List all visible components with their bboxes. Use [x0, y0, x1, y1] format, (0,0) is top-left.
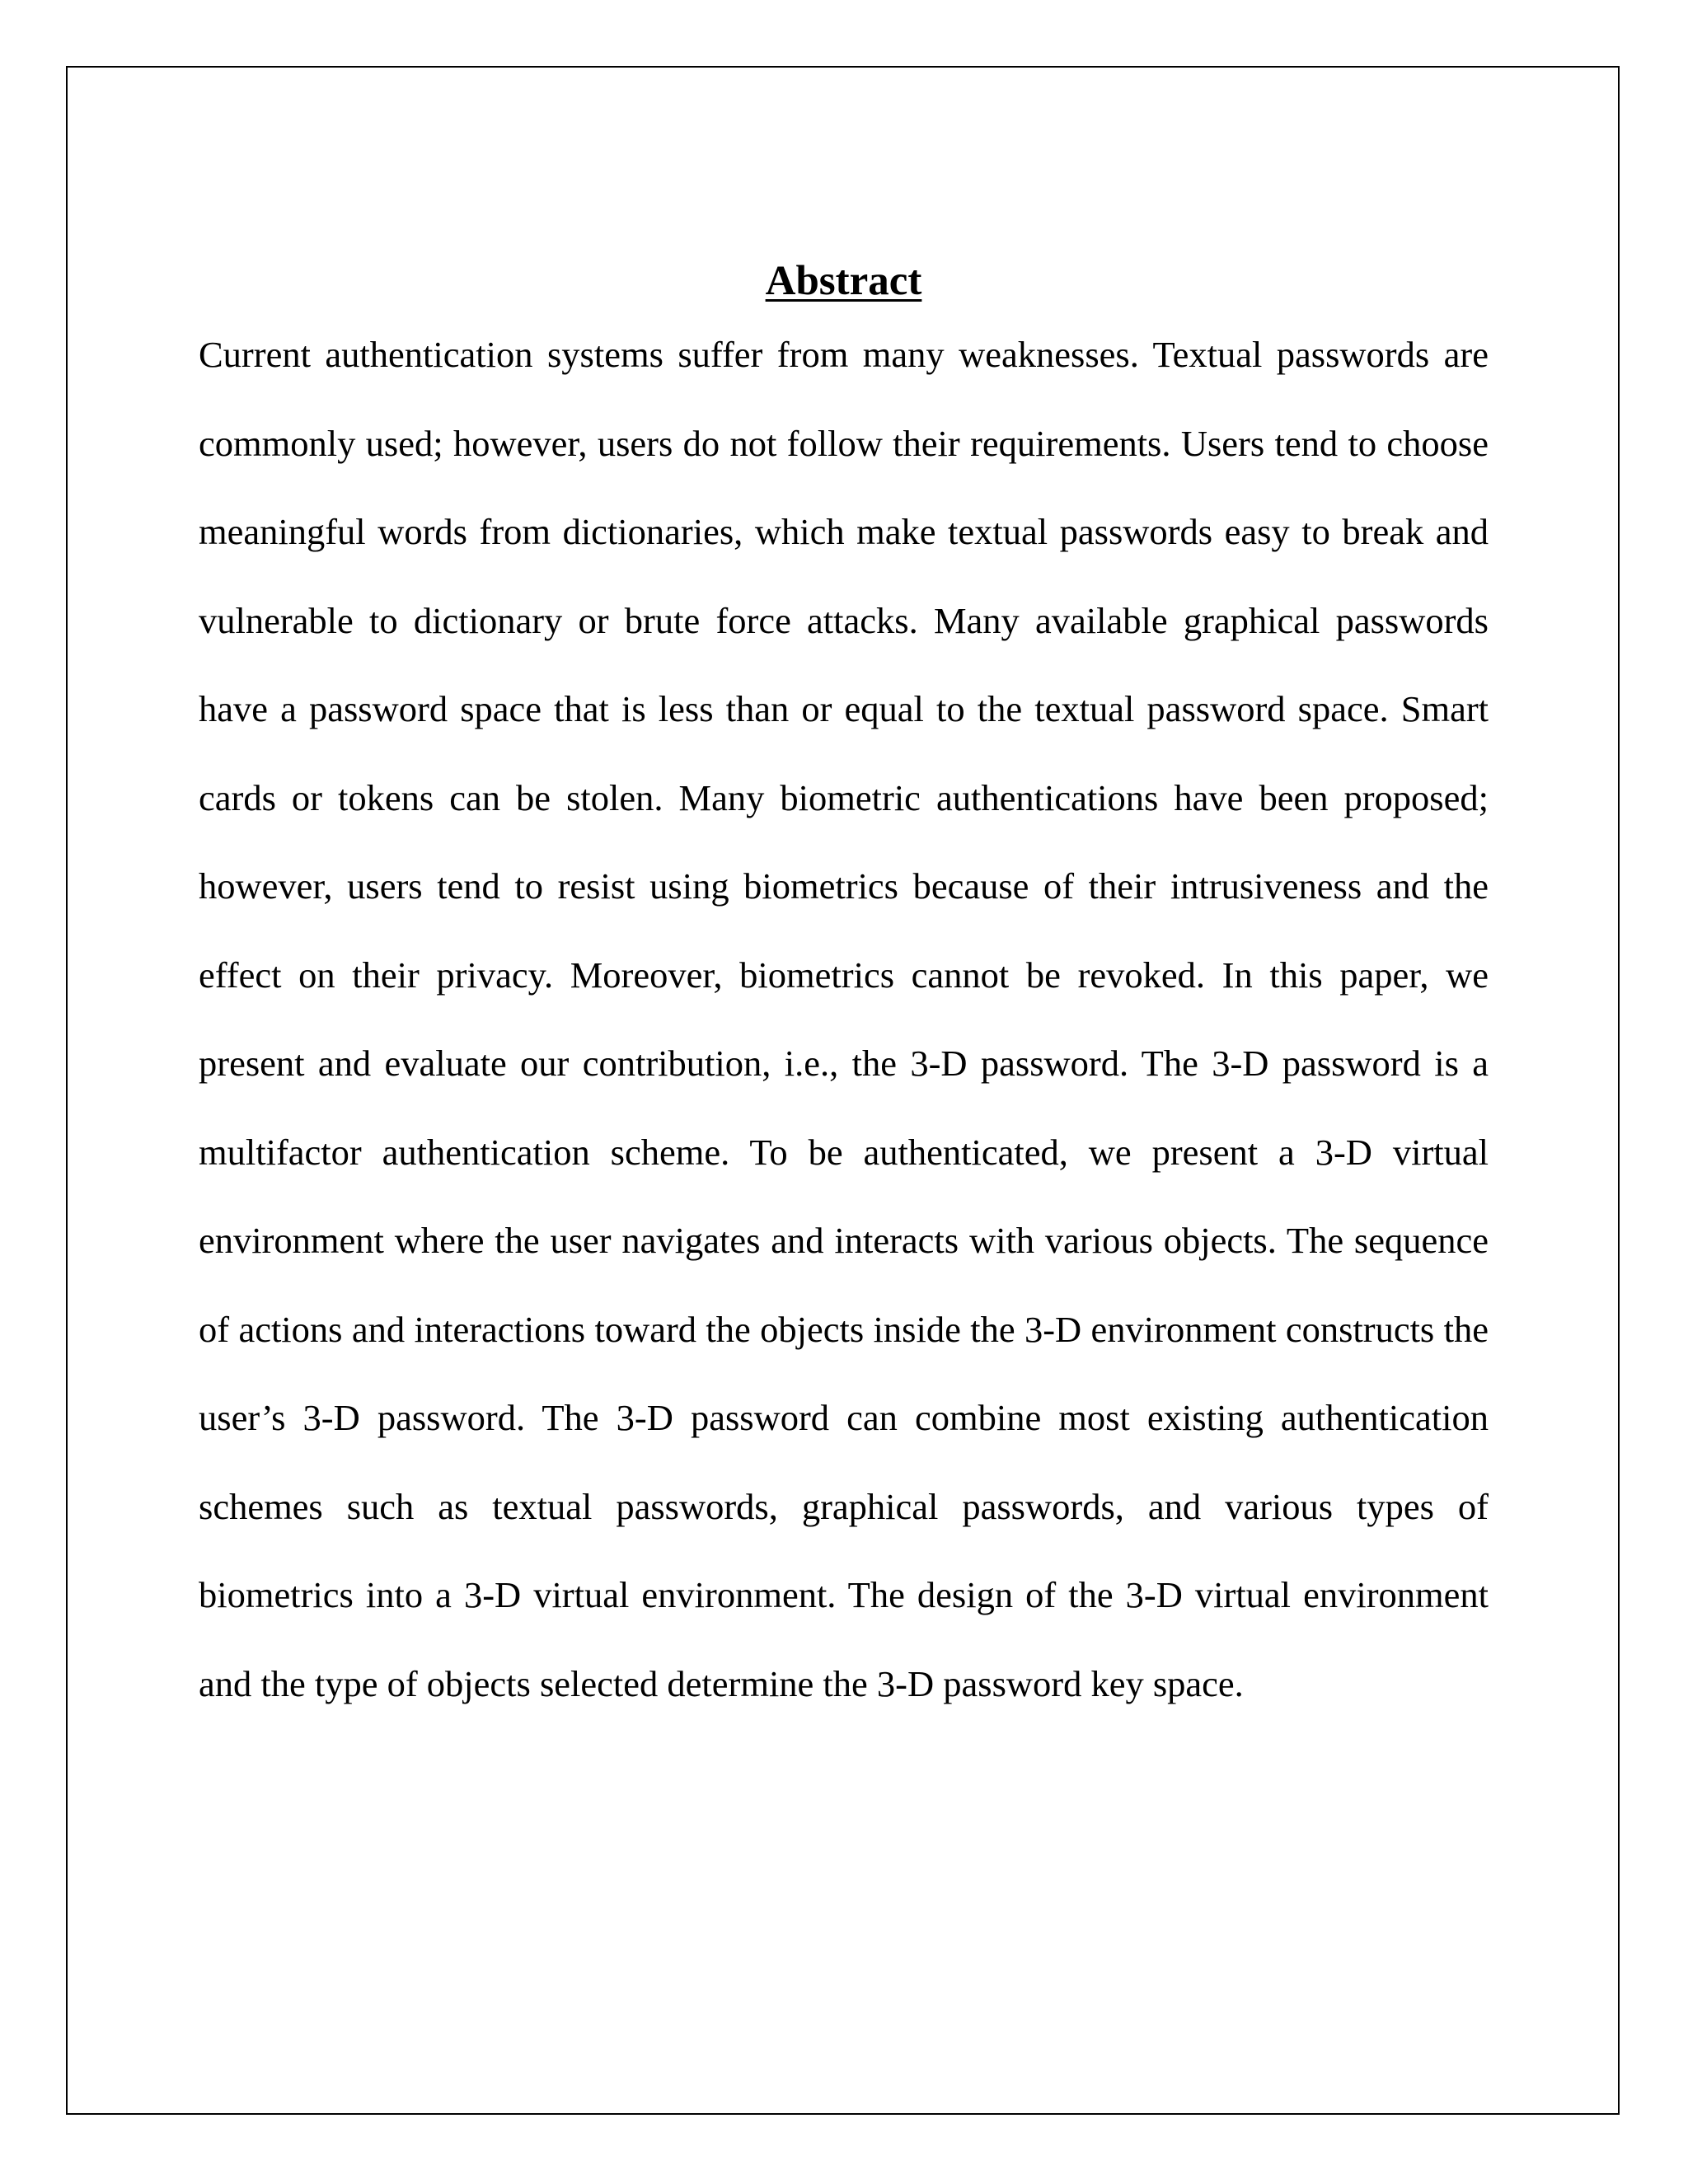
page-content [199, 251, 1489, 1728]
abstract-paragraph: Current authentication systems suffer from many weaknesses. Textual passwords are commonly used; however, users do not follow their requirements. Users tend to choose meaningful words from dictionaries, which make textual passwords easy to break and vulnerable to dictionary or brute force attacks. Many available graphical passwords have a password space that is less than or equal to the textual password space. Smart cards or tokens can be stolen. Many biometric authentications have been proposed; however, users tend to resist using biometrics because of their intrusiveness and the effect on their privacy. Moreover, biometrics cannot be revoked. In this paper, we present and evaluate our contribution, i.e., the 3-D password. The 3-D password is a multifactor authentication scheme. To be authenticated, we present a 3-D virtual environment where the user navigates and interacts with various objects. The sequence of actions and interactions toward the objects inside the 3-D environment constructs the user’s 3-D password. The 3-D password can combine most existing authentication schemes such as textual passwords, graphical passwords, and various types of biometrics into a 3-D virtual environment. The design of the 3-D virtual environment and the type of objects selected determine the 3-D password key space. [199, 334, 1489, 1704]
abstract-heading: Abstract [765, 258, 922, 304]
